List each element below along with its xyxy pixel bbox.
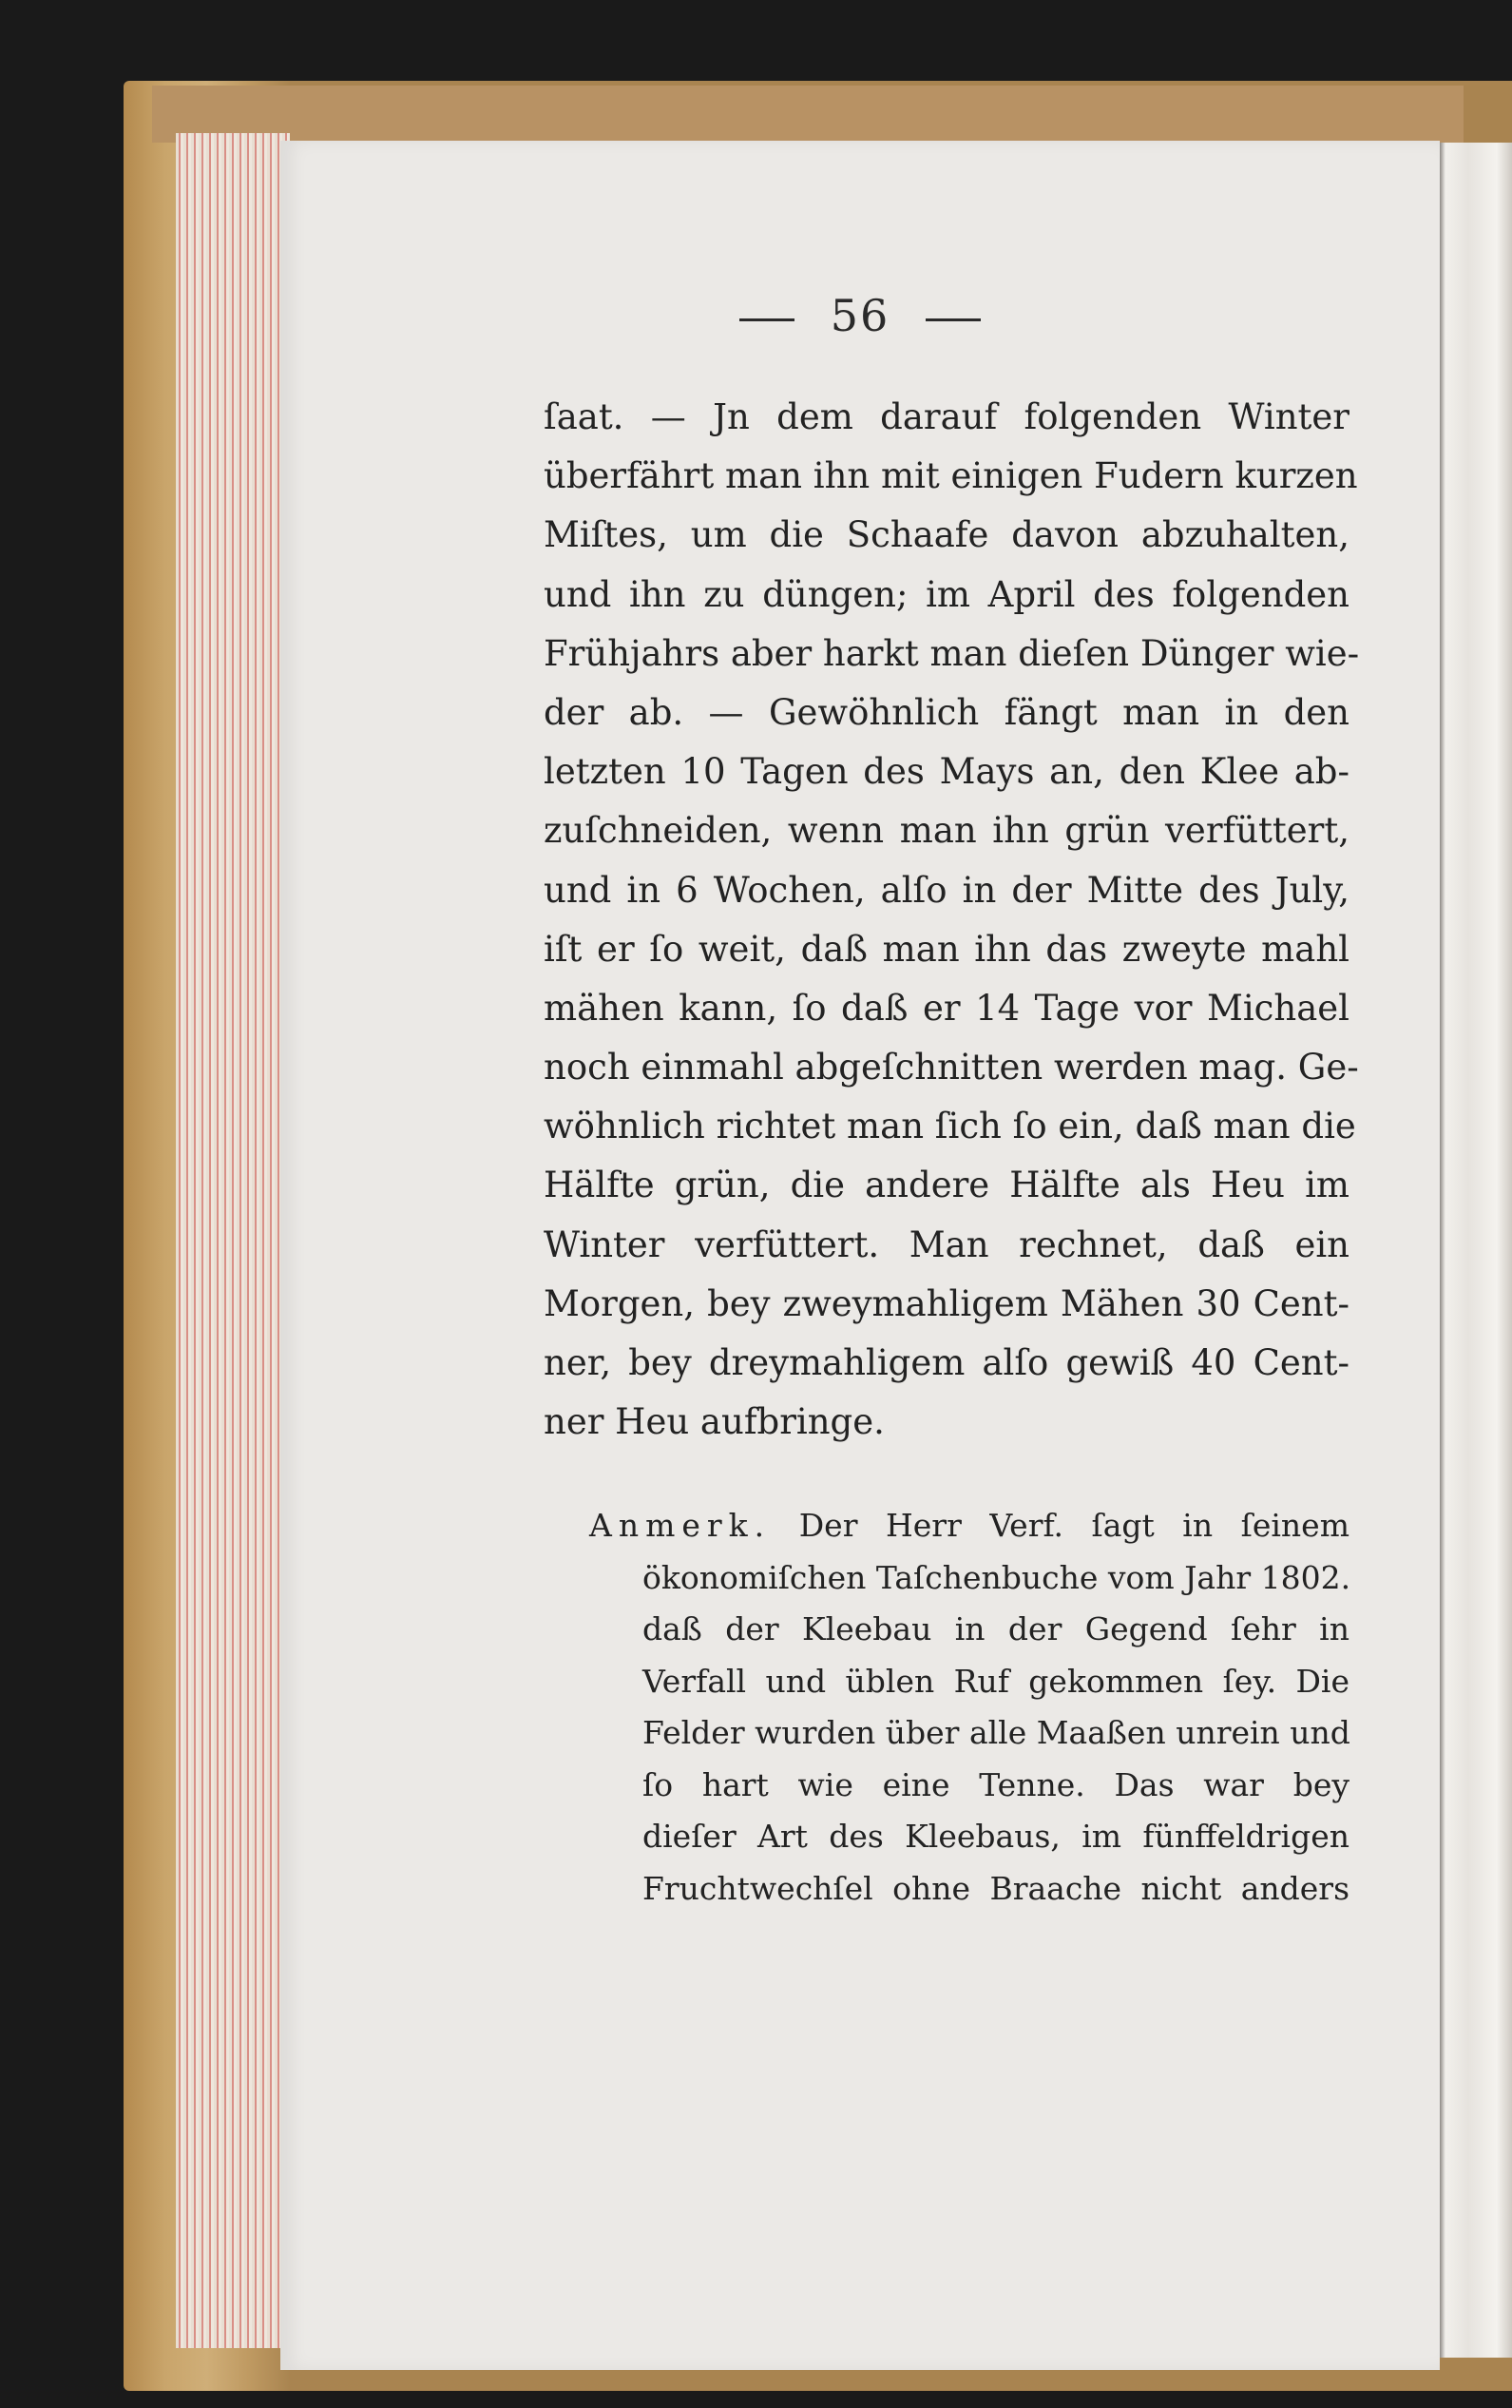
note-line: ſo hart wie eine Tenne. Das war bey [642, 1765, 1349, 1803]
text-line: überfährt man ihn mit einigen Fudern kurzen [544, 455, 1358, 497]
text-line: zuſchneiden, wenn man ihn grün verfüttert, [544, 810, 1349, 852]
text-line: mähen kann, ſo daß er 14 Tage vor Michael [544, 987, 1349, 1029]
text-line: wöhnlich richtet man ſich ſo ein, daß man die [544, 1106, 1356, 1147]
note-line: Felder wurden über alle Maaßen unrein und [642, 1714, 1350, 1751]
footnote [589, 1500, 1349, 1915]
text-line: und ihn zu düngen; im April des folgenden [544, 573, 1349, 615]
text-line: letzten 10 Tagen des Mays an, den Klee ab- [544, 751, 1349, 793]
page-number: 56 [830, 290, 890, 341]
note-first-line [589, 1500, 1349, 1552]
note-line: Fruchtwechſel ohne Braache nicht anders [642, 1869, 1349, 1907]
text-line: Miſtes, um die Schaafe davon abzuhalten, [544, 514, 1349, 556]
text-line: noch einmahl abgeſchnitten werden mag. Ge- [544, 1047, 1359, 1088]
book-cover-top-edge [152, 86, 1464, 143]
text-line: Frühjahrs aber harkt man dieſen Dünger wie- [544, 632, 1360, 674]
text-line: ner Heu aufbringe. [544, 1401, 885, 1443]
text-line: ner, bey dreymahligem alſo gewiß 40 Cent- [544, 1342, 1349, 1383]
page-number-header [280, 290, 1440, 341]
note-line: Verfall und üblen Ruf gekommen ſey. Die [642, 1662, 1349, 1700]
text-line: Winter verfüttert. Man rechnet, daß ein [544, 1223, 1349, 1265]
text-line: Hälfte grün, die andere Hälfte als Heu im [544, 1165, 1349, 1206]
text-line: und in 6 Wochen, alſo in der Mitte des July, [544, 869, 1349, 911]
text-line: ſaat. — Jn dem darauf folgenden Winter [544, 396, 1349, 437]
note-line: ökonomiſchen Taſchenbuche vom Jahr 1802. [642, 1558, 1351, 1596]
text-line: iſt er ſo weit, daß man ihn das zweyte mahl [544, 928, 1349, 970]
note-line: daß der Kleebau in der Gegend ſehr in [642, 1610, 1349, 1647]
right-dash [926, 318, 981, 321]
note-line: dieſer Art des Kleebaus, im fünffeldrigen [642, 1818, 1349, 1855]
note-label: Anmerk. [589, 1507, 772, 1544]
text-line: der ab. — Gewöhnlich fängt man in den [544, 691, 1349, 733]
facing-page-edge [1440, 143, 1512, 2358]
main-text [544, 388, 1360, 1452]
text-line: Morgen, bey zweymahligem Mähen 30 Cent- [544, 1282, 1349, 1324]
page-edges [176, 133, 290, 2348]
left-dash [739, 318, 794, 321]
note-first-text: Der Herr Verf. ſagt in ſeinem [798, 1507, 1350, 1544]
